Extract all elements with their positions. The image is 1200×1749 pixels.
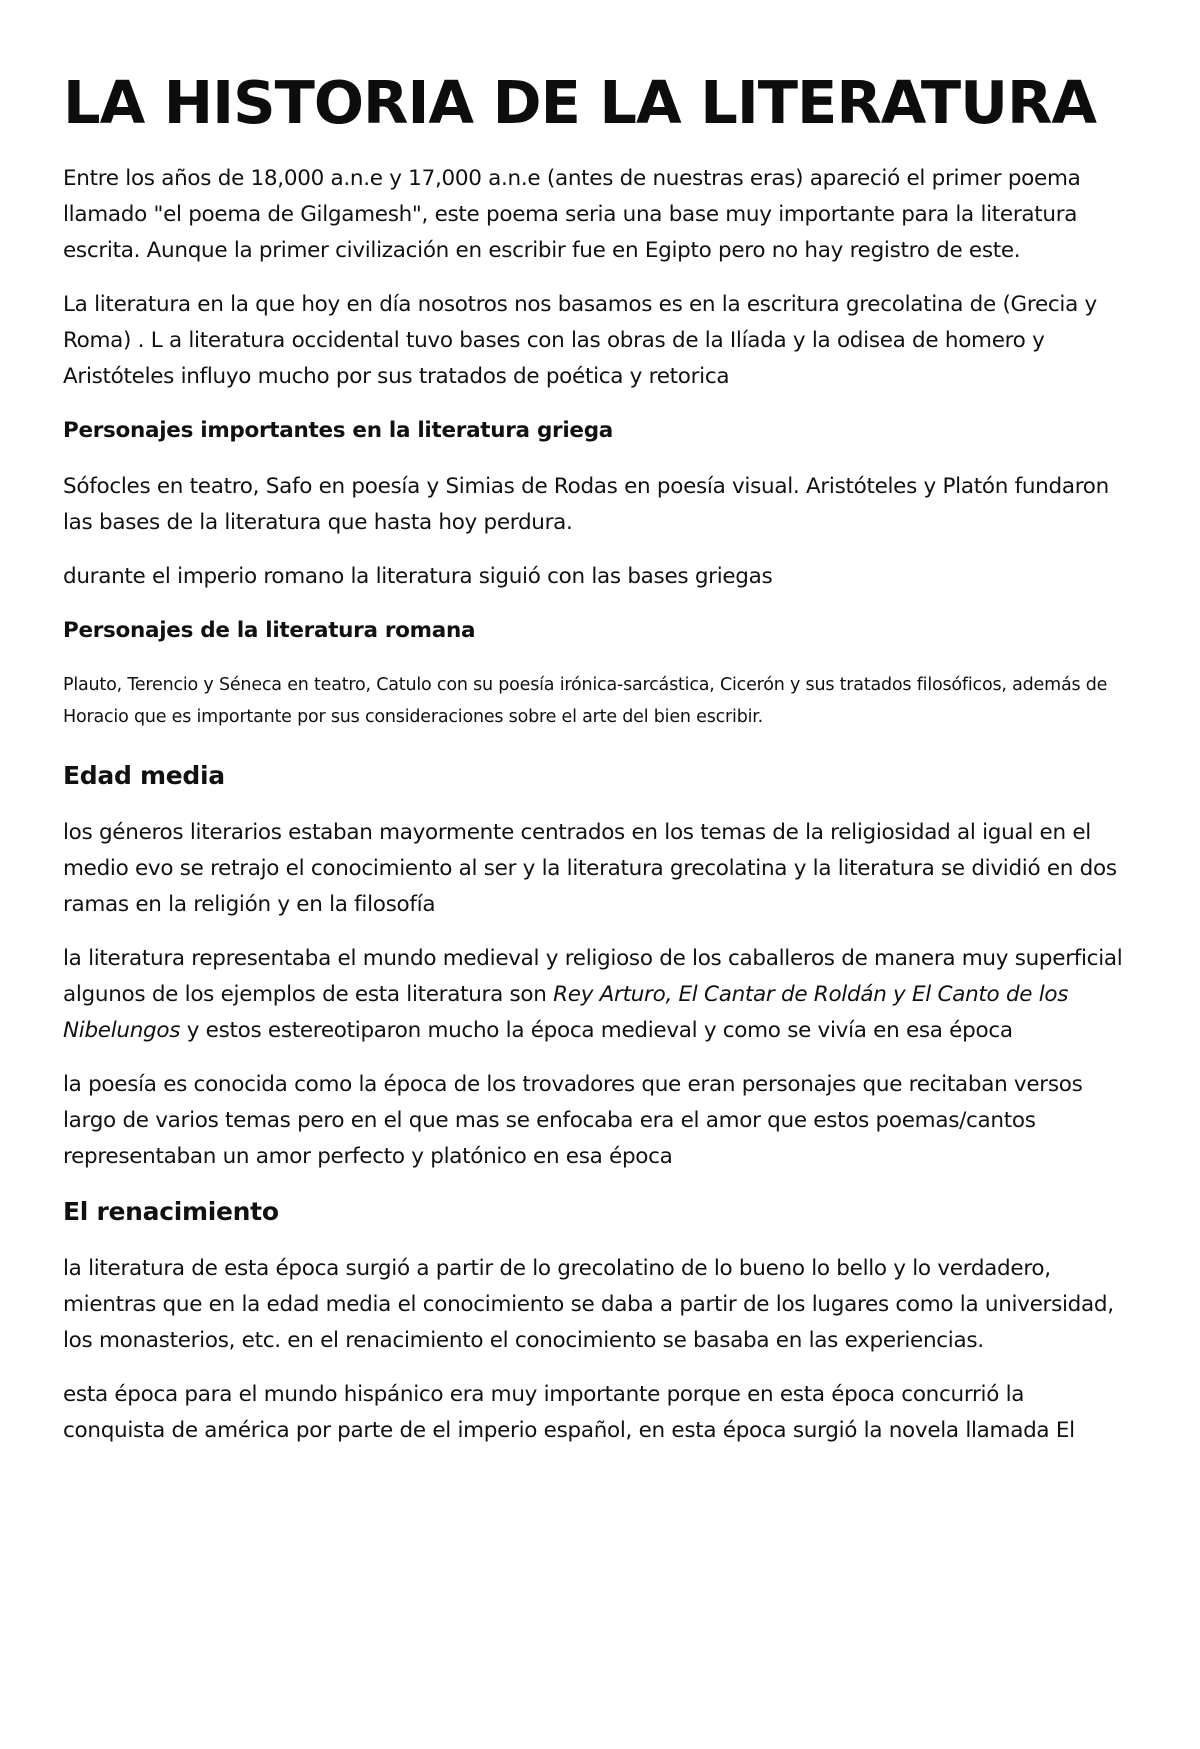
- heading-literatura-romana: Personajes de la literatura romana: [63, 617, 476, 643]
- paragraph-personajes-romanos: Plauto, Terencio y Séneca en teatro, Catulo con su poesía irónica-sarcástica, Cicerón y sus tratados filosóficos, además de Horacio que es importante por sus consideraciones sobre el arte del bien escribir.: [63, 674, 1108, 727]
- paragraph-grecolatina: La literatura en la que hoy en día nosotros nos basamos es en la escritura grecolatina de (Grecia y Roma) . L a literatura occidental tuvo bases con las obras de la Ilíada y la odisea de homero y Aristóteles influyo mucho por sus tratados de poética y retorica: [63, 291, 1097, 389]
- paragraph-imperio-romano: durante el imperio romano la literatura siguió con las bases griegas: [63, 563, 773, 589]
- document-title: LA HISTORIA DE LA LITERATURA: [63, 68, 1097, 137]
- paragraph-gilgamesh: Entre los años de 18,000 a.n.e y 17,000 a.n.e (antes de nuestras eras) apareció el primer poema llamado "el poema de Gilgamesh", este poema seria una base muy importante para la literatura escrita. Aunque la primer civilización en escribir fue en Egipto pero no hay registro de este.: [63, 165, 1081, 263]
- heading-literatura-griega: Personajes importantes en la literatura griega: [63, 417, 613, 443]
- heading-renacimiento: El renacimiento: [63, 1196, 279, 1226]
- italic-works-list: Rey Arturo, El Cantar de Roldán y El Canto de los Nibelungos: [63, 981, 1069, 1043]
- paragraph-mundo-hispanico: esta época para el mundo hispánico era muy importante porque en esta época concurrió la conquista de américa por parte de el imperio español, en esta época surgió la novela llamada El: [63, 1381, 1075, 1443]
- heading-edad-media: Edad media: [63, 760, 225, 790]
- paragraph-generos-literarios: los géneros literarios estaban mayormente centrados en los temas de la religiosidad al igual en el medio evo se retrajo el conocimiento al ser y la literatura grecolatina y la literatura se dividió en dos ramas en la religión y en la filosofía: [63, 819, 1117, 917]
- paragraph-personajes-griegos: Sófocles en teatro, Safo en poesía y Simias de Rodas en poesía visual. Aristóteles y Platón fundaron las bases de la literatura que hasta hoy perdura.: [63, 473, 1109, 535]
- paragraph-trovadores: la poesía es conocida como la época de los trovadores que eran personajes que recitaban versos largo de varios temas pero en el que mas se enfocaba era el amor que estos poemas/cantos representaban un amor perfecto y platónico en esa época: [63, 1071, 1083, 1169]
- text-segment: y estos estereotiparon mucho la época medieval y como se vivía en esa época: [180, 1017, 1013, 1043]
- text-segment: la literatura representaba el mundo medieval y religioso de los caballeros de manera muy superficial algunos de los ejemplos de esta literatura son: [63, 945, 1123, 1007]
- paragraph-mundo-medieval: [63, 941, 1132, 1049]
- paragraph-grecolatino-renacimiento: la literatura de esta época surgió a partir de lo grecolatino de lo bueno lo bello y lo verdadero, mientras que en la edad media el conocimiento se daba a partir de los lugares como la universidad, los monasterios, etc. en el renacimiento el conocimiento se basaba en las experiencias.: [63, 1255, 1114, 1353]
